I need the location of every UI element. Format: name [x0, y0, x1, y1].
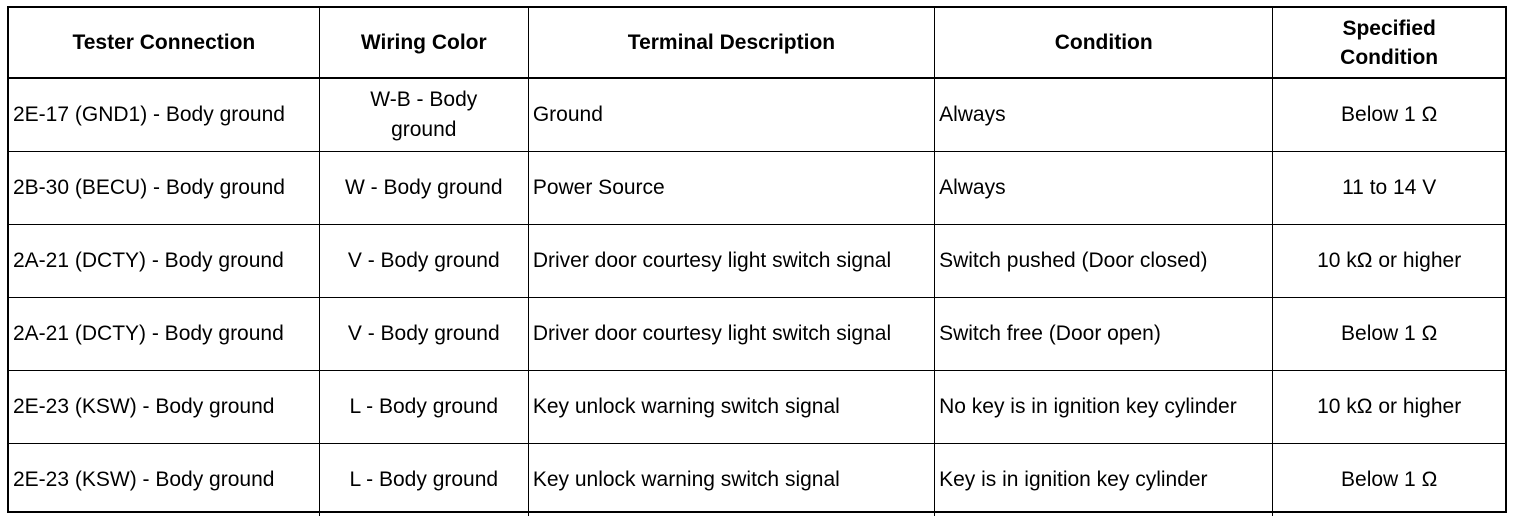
cell-specified-condition: 10 kΩ or higher	[1273, 225, 1505, 298]
cell-wiring-color: V - Body ground	[319, 225, 528, 298]
table-row	[9, 298, 1505, 371]
cell-tester-connection: 2E-23 (KSW) - Body ground	[9, 371, 319, 444]
cell-wiring-color: L - Body ground	[319, 444, 528, 517]
cell-wiring-color: W-B - Body ground	[319, 78, 528, 152]
cell-tester-connection: 2A-21 (DCTY) - Body ground	[9, 298, 319, 371]
cell-tester-connection: 2E-17 (GND1) - Body ground	[9, 78, 319, 152]
header-specified-condition: Specified Condition	[1273, 8, 1505, 78]
header-condition: Condition	[935, 8, 1273, 78]
cell-specified-condition: Below 1 Ω	[1273, 298, 1505, 371]
cell-wiring-color: L - Body ground	[319, 371, 528, 444]
header-terminal-description: Terminal Description	[528, 8, 934, 78]
cell-specified-condition: 10 kΩ or higher	[1273, 371, 1505, 444]
cell-terminal-description: Power Source	[528, 152, 934, 225]
table-row	[9, 152, 1505, 225]
table-row	[9, 225, 1505, 298]
cell-condition: Switch free (Door open)	[935, 298, 1273, 371]
cell-tester-connection: 2B-30 (BECU) - Body ground	[9, 152, 319, 225]
cell-tester-connection: 2A-21 (DCTY) - Body ground	[9, 225, 319, 298]
cell-wiring-color: V - Body ground	[319, 298, 528, 371]
cell-condition: Key is in ignition key cylinder	[935, 444, 1273, 517]
header-tester-connection: Tester Connection	[9, 8, 319, 78]
cell-condition: Always	[935, 78, 1273, 152]
table-row	[9, 444, 1505, 517]
cell-condition: No key is in ignition key cylinder	[935, 371, 1273, 444]
cell-condition: Switch pushed (Door closed)	[935, 225, 1273, 298]
cell-terminal-description: Key unlock warning switch signal	[528, 444, 934, 517]
header-wiring-color: Wiring Color	[319, 8, 528, 78]
cell-terminal-description: Driver door courtesy light switch signal	[528, 225, 934, 298]
cell-condition: Always	[935, 152, 1273, 225]
cell-terminal-description: Driver door courtesy light switch signal	[528, 298, 934, 371]
cell-specified-condition: 11 to 14 V	[1273, 152, 1505, 225]
cell-specified-condition: Below 1 Ω	[1273, 444, 1505, 517]
cell-wiring-color: W - Body ground	[319, 152, 528, 225]
header-row	[9, 8, 1505, 78]
inspection-table-frame	[7, 6, 1507, 513]
cell-tester-connection: 2E-23 (KSW) - Body ground	[9, 444, 319, 517]
cell-terminal-description: Key unlock warning switch signal	[528, 371, 934, 444]
table-row	[9, 78, 1505, 152]
cell-terminal-description: Ground	[528, 78, 934, 152]
table-row	[9, 371, 1505, 444]
cell-specified-condition: Below 1 Ω	[1273, 78, 1505, 152]
inspection-table	[9, 8, 1505, 516]
